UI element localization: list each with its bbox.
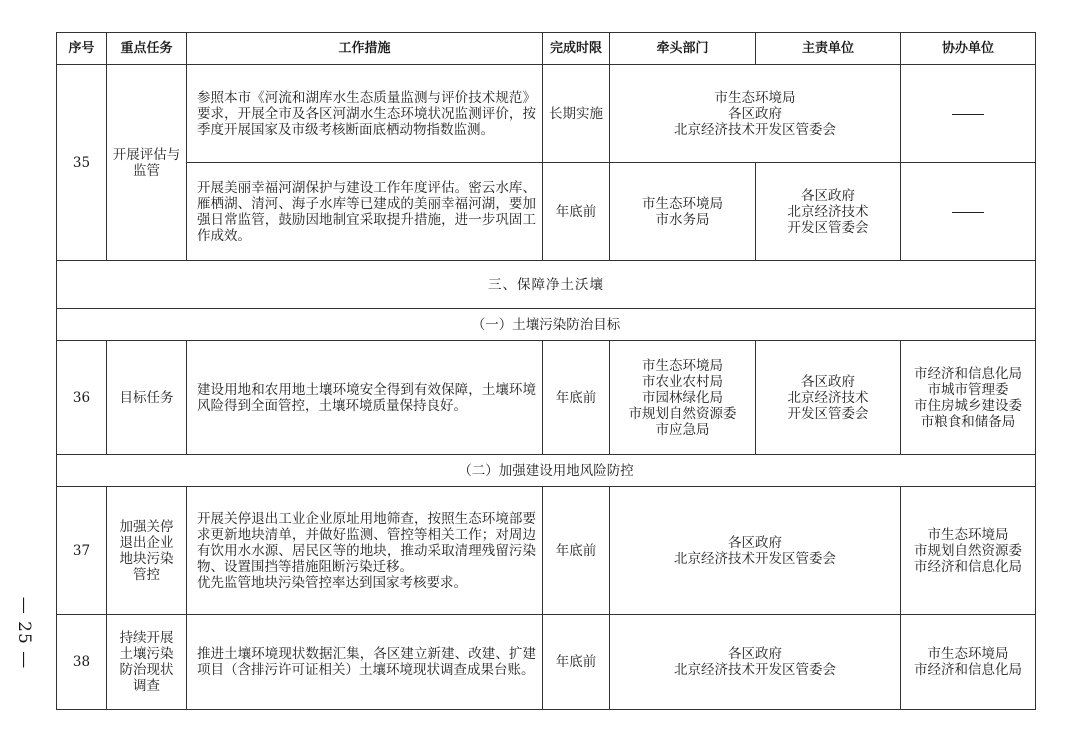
dept-name: 市园林绿化局 — [642, 389, 723, 406]
dept-name: 市生态环境局 — [927, 646, 1009, 662]
table-row — [57, 615, 1036, 710]
col-header-seq: 序号 — [57, 33, 107, 65]
subsection-row — [57, 455, 1036, 487]
table-row — [57, 163, 1036, 261]
task-line: 管控 — [133, 566, 160, 583]
dept-name: 北京经济技术开发区管委会 — [674, 121, 836, 138]
dept-name: 市生态环境局 — [714, 89, 796, 106]
col-header-task: 重点任务 — [107, 33, 187, 65]
task-line: 土壤污染 — [119, 646, 174, 662]
dept-name: 市住房城乡建设委 — [914, 397, 1022, 414]
subsection-title: （二）加强建设用地风险防控 — [57, 455, 1036, 487]
measure-text: 优先监管地块污染管控率达到国家考核要求。 — [197, 574, 467, 591]
row-main — [756, 341, 901, 455]
dash-mark — [952, 114, 984, 115]
dept-name: 市农业农村局 — [642, 373, 723, 390]
dept-name: 市规划自然资源委 — [628, 405, 737, 422]
header-row — [57, 33, 1036, 65]
task-line: 调查 — [133, 678, 160, 694]
row-measure: 开展美丽幸福河湖保护与建设工作年度评估。密云水库、雁栖湖、清河、海子水库等已建成的美丽幸福河湖，要加强日常监管，鼓励因地制宜采取提升措施，进一步巩固工作成效。 — [187, 163, 543, 261]
dept-name: 市粮食和储备局 — [920, 413, 1016, 430]
dept-name: 各区政府 — [801, 373, 855, 390]
dept-name: 开发区管委会 — [787, 219, 869, 236]
table-row — [57, 341, 1036, 455]
row-seq: 37 — [57, 487, 107, 615]
row-task: 目标任务 — [107, 341, 187, 455]
row-assist — [901, 615, 1036, 710]
col-header-assist: 协办单位 — [901, 33, 1036, 65]
dept-name: 市应急局 — [655, 421, 710, 438]
row-lead-main — [610, 487, 901, 615]
task-line: 防治现状 — [119, 662, 174, 678]
row-deadline: 年底前 — [543, 487, 610, 615]
row-lead-main — [610, 615, 901, 710]
row-task — [107, 487, 187, 615]
row-lead-main — [610, 65, 901, 163]
dept-name: 市经济和信息化局 — [914, 558, 1022, 575]
row-deadline: 长期实施 — [543, 65, 610, 163]
col-header-lead: 牵头部门 — [610, 33, 756, 65]
row-seq: 36 — [57, 341, 107, 455]
page-number: — 25 — — [14, 596, 35, 670]
row-task: 开展评估与监管 — [107, 65, 187, 261]
dept-name: 北京经济技术 — [787, 389, 869, 406]
dept-name: 各区政府 — [801, 187, 855, 204]
task-table — [56, 32, 1036, 710]
row-assist-empty — [901, 163, 1036, 261]
row-measure: 参照本市《河流和湖库水生态质量监测与评价技术规范》要求，开展全市及各区河湖水生态环境状况监测评价，按季度开展国家及市级考核断面底栖动物指数监测。 — [187, 65, 543, 163]
dept-name: 北京经济技术开发区管委会 — [674, 662, 836, 678]
subsection-row — [57, 309, 1036, 341]
row-deadline: 年底前 — [543, 615, 610, 710]
row-lead — [610, 341, 756, 455]
task-line: 持续开展 — [119, 630, 174, 646]
task-line: 地块污染 — [119, 550, 174, 567]
row-assist — [901, 341, 1036, 455]
row-measure: 推进土壤环境现状数据汇集，各区建立新建、改建、扩建项目（含排污许可证相关）土壤环境现状调查成果台账。 — [187, 615, 543, 710]
dept-name: 各区政府 — [728, 646, 782, 662]
dept-name: 市城市管理委 — [927, 381, 1009, 398]
dept-name: 市经济和信息化局 — [914, 365, 1022, 382]
dept-name: 市水务局 — [655, 211, 710, 228]
measure-text: 开展关停退出工业企业原址用地筛查，按照生态环境部要求更新地块清单，并做好监测、管控等相关工作；对周边有饮用水水源、居民区等的地块，推动采取清理残留污染物、设置围挡等措施阻断污染迁移。 — [197, 510, 536, 575]
dept-name: 市生态环境局 — [642, 195, 723, 212]
task-line: 加强关停 — [119, 518, 174, 535]
dept-name: 各区政府 — [728, 534, 782, 551]
row-main — [756, 163, 901, 261]
dept-name: 市生态环境局 — [642, 357, 723, 374]
dept-name: 市经济和信息化局 — [914, 662, 1022, 678]
section-title: 三、保障净土沃壤 — [57, 261, 1036, 309]
row-seq: 35 — [57, 65, 107, 261]
section-row — [57, 261, 1036, 309]
dept-name: 北京经济技术开发区管委会 — [674, 550, 836, 567]
dept-name: 各区政府 — [728, 105, 782, 122]
dept-name: 开发区管委会 — [787, 405, 869, 422]
col-header-deadline: 完成时限 — [543, 33, 610, 65]
row-measure — [187, 487, 543, 615]
dash-mark — [952, 212, 984, 213]
table-row — [57, 65, 1036, 163]
subsection-title: （一）土壤污染防治目标 — [57, 309, 1036, 341]
dept-name: 市生态环境局 — [927, 526, 1009, 543]
row-seq: 38 — [57, 615, 107, 710]
table-row — [57, 487, 1036, 615]
row-lead — [610, 163, 756, 261]
row-assist-empty — [901, 65, 1036, 163]
row-measure: 建设用地和农用地土壤环境安全得到有效保障，土壤环境风险得到全面管控，土壤环境质量保持良好。 — [187, 341, 543, 455]
task-line: 退出企业 — [119, 534, 174, 551]
dept-name: 北京经济技术 — [787, 203, 869, 220]
col-header-measure: 工作措施 — [187, 33, 543, 65]
row-deadline: 年底前 — [543, 163, 610, 261]
row-assist — [901, 487, 1036, 615]
row-deadline: 年底前 — [543, 341, 610, 455]
row-task — [107, 615, 187, 710]
col-header-main: 主责单位 — [756, 33, 901, 65]
dept-name: 市规划自然资源委 — [914, 542, 1022, 559]
